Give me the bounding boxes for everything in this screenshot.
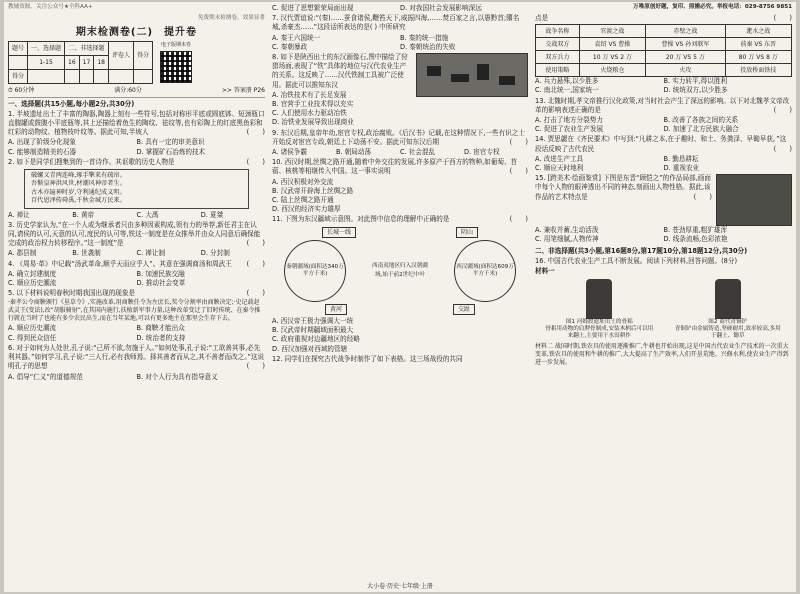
option[interactable]: B. 黄帝 bbox=[72, 210, 95, 219]
question-3: 3. 历史学家认为,“在一个人或为继承者只由多种因素构成,领有力的举荐,新任君主在认同,请侯的认可,天意的认可,度民的认可等,铁这一制度是在众推举并由众人同意后确保能完成的政治权力转移程序。”这一制度”是 ( ) bbox=[8, 220, 265, 248]
painting-image bbox=[716, 174, 792, 226]
exam-meta bbox=[8, 86, 265, 97]
option[interactable]: A. 禅让 bbox=[8, 210, 30, 219]
table-header: 赤壁之战 bbox=[646, 25, 726, 38]
score-cell: 得分 bbox=[9, 70, 28, 84]
options-1 bbox=[8, 138, 265, 156]
option[interactable]: D. 冶铁业发展导致出现商业 bbox=[272, 118, 354, 127]
options-7 bbox=[272, 34, 528, 52]
exam-score: 满分:60分 bbox=[114, 87, 142, 95]
territory-diagram bbox=[272, 227, 528, 315]
option[interactable]: D. 统治者的支持 bbox=[136, 333, 186, 342]
qin-territory-circle: 秦朝疆域(面积达340万平方千米) bbox=[284, 240, 346, 302]
figure-2 bbox=[673, 279, 783, 340]
option[interactable]: A. 诸侯争霸 bbox=[272, 148, 307, 157]
option[interactable]: C. 秦朝暴政 bbox=[272, 42, 308, 51]
option[interactable]: C. 禅让制 bbox=[136, 249, 166, 258]
option[interactable]: C. 促进了思想繁荣局面出现 bbox=[272, 4, 354, 12]
poem-line: 吾惭皇神洪风世,材潮风神帝者生。 bbox=[31, 180, 126, 188]
option[interactable]: B. 商鞅才能出众 bbox=[136, 324, 185, 333]
question-4: 4. 《周易·革》中记载“汤武革命,顺乎天而应乎人”。其意在强调商汤和周武王 ( ) bbox=[8, 259, 265, 268]
question-9: 9. 东汉后期,皇帝年幼,宦官专权,政治腐败。《后汉书》记载,在这种情况下,一些有识之士开始反对宦官专政,朝廷上下动荡不安。据此可知东汉后期 ( ) bbox=[272, 128, 528, 146]
score-cell: 评卷人 bbox=[108, 42, 133, 70]
option[interactable]: A. 兵力悬殊,以少胜多 bbox=[535, 77, 599, 86]
option[interactable]: C. 用笔细腻,人物传神 bbox=[535, 235, 599, 244]
option[interactable]: D. 分封制 bbox=[200, 249, 230, 258]
figure-caption: 图1 河姆渡遗址出土的骨耜 bbox=[565, 319, 633, 326]
option[interactable]: C. 促进了农业生产发展 bbox=[535, 125, 604, 134]
question-6: 6. 对于如何为人处世,孔子说:“己所不欲,勿施于人。”如何处事,孔子说:“工欲善其事,必先利其器。”如何学习,孔子说:“三人行,必有我师焉。择其善者而从之,其不善者而改之。”这说明孔子的思想 ( ) bbox=[8, 343, 265, 371]
option[interactable]: A. 出现了阶级分化现象 bbox=[8, 138, 76, 147]
score-cell: 一、选择题 bbox=[28, 42, 65, 56]
question-2: 2. 如下是同学们搜集到的一首诗作。其讴歌的历史人物是 ( ) bbox=[8, 157, 265, 166]
option[interactable]: C. 人们使用水力驱动冶铁 bbox=[272, 109, 347, 118]
option[interactable]: B. 苍劲厚重,粗犷雄浑 bbox=[663, 226, 728, 235]
figure-caption: 图2 商代青铜铲 bbox=[708, 319, 748, 326]
question-11: 11. 下图为东汉疆域示意图。对此图中信息的理解中正确的是 ( ) bbox=[272, 215, 528, 224]
option[interactable]: C. 大禹 bbox=[136, 210, 159, 219]
score-cell: 17 bbox=[79, 56, 94, 70]
option[interactable]: C. 得到民众信任 bbox=[8, 333, 57, 342]
options-13 bbox=[535, 116, 792, 134]
option[interactable]: D. 统统双方,以少胜多 bbox=[663, 86, 728, 95]
exam-sheet bbox=[4, 2, 796, 592]
option[interactable]: B. 对个人行为具有指导意义 bbox=[136, 372, 218, 381]
material-2: 材料二 战国时期,铁农具的使用逐渐推广,牛耕也开始出现,这是中国古代农业生产技术的一次重大变革,铁农具的使用和牛耕的推广,大大提高了生产效率,人们开垦荒地、兴修水利,使农业生产得到进一步发展。 bbox=[535, 343, 789, 367]
qr-box[interactable] bbox=[157, 41, 195, 84]
option[interactable]: D. 夏桀 bbox=[200, 210, 224, 219]
section-title: 二、非选择题(共3小题,第16题8分,第17题10分,第18题12分,共30分) bbox=[535, 246, 748, 255]
option[interactable]: B. 具有一定的审美意识 bbox=[136, 138, 205, 147]
header-note-2: 免费期末检测卷，效果显著 bbox=[197, 15, 265, 21]
stone-relief-image bbox=[416, 53, 528, 97]
question-5: 5. 以下材料说明春秋时期我国出现的现象是 ( ) bbox=[8, 289, 265, 298]
option[interactable]: D. 线条流畅,色彩浓艳 bbox=[663, 235, 728, 244]
figure-note: 骨耜用动物的肩胛骨制成,安装木柄后可以用来翻土,主要用于水田耕作 bbox=[545, 326, 654, 340]
option[interactable]: B. 改善了各族之间的关系 bbox=[663, 116, 739, 125]
options-3 bbox=[8, 249, 265, 258]
score-section bbox=[8, 41, 265, 84]
options-15 bbox=[535, 226, 792, 244]
option[interactable]: A. 西汉积极对外交流 bbox=[272, 177, 334, 186]
question-12-cont: 点是 ( ) bbox=[535, 14, 792, 22]
question-8: 8. 如下是陕西出土的东汉画像石,图中描绘了狩猎场面,表现了“铁”具体的地位与汉代农业生产的关系。这反映了……汉代铁制工具被广泛使用。据此可以推知东汉 bbox=[272, 53, 528, 90]
table-row: 使用策略 火烧粮仓 火攻 投放桥面铁技 bbox=[536, 64, 792, 77]
option[interactable]: D. 推动社会变革 bbox=[136, 279, 186, 288]
question-12: 12. 同学们在探究古代战争时制作了如下表格。这三场战役的共同 bbox=[272, 354, 463, 363]
exam-time: ⏱ 60分钟 bbox=[8, 87, 35, 95]
options-12 bbox=[535, 77, 792, 95]
option[interactable]: B. 汉武帝开辟海上丝绸之路 bbox=[272, 186, 354, 195]
score-cell: 二、非选择题 bbox=[65, 42, 109, 56]
column-left bbox=[8, 2, 265, 592]
poem-line: 百代恩泽传舜禹,千秋金城万民来。 bbox=[31, 197, 126, 205]
section-title: 一、选择题(共15小题,每小题2分,共30分) bbox=[8, 99, 135, 108]
question-15: 15. [跨美术·绘画鉴赏] 下图是东晋“顾恺之”的作品局部,画面中每个人物的眼神透出不同的神态,刻画出人物性格。据此,该作品的艺术特点是 ( ) bbox=[535, 174, 792, 202]
option[interactable]: D. 西汉加强对西域的管辖 bbox=[272, 344, 348, 353]
question-10: 10. 西汉时期,丝绸之路开通,随着中外交往的发展,许多原产于西方的物种,如葡萄、苜蓿、核桃等相继传入中国。这一事实说明 ( ) bbox=[272, 158, 528, 176]
options-14 bbox=[535, 155, 792, 173]
options-10 bbox=[272, 178, 528, 215]
option[interactable]: A. 冶铁技术有了长足发展 bbox=[272, 90, 347, 99]
table-header: 官渡之战 bbox=[579, 25, 645, 38]
diagram-note: 西南夷地区归入汉朝疆域,始于前2世纪中叶 bbox=[372, 262, 428, 278]
answer-ref: >> 答案册 P26 bbox=[221, 87, 265, 95]
tool-figures bbox=[535, 279, 792, 340]
figure-note: 青铜铲由金属铸造,坚硬耐用,效率较高,多用于翻土、锄草 bbox=[674, 326, 781, 340]
options-9 bbox=[272, 148, 528, 157]
table-row: 交战双方 袁绍 VS 曹操 曹操 VS 孙刘联军 前秦 VS 东晋 bbox=[536, 38, 792, 51]
option[interactable]: D. 宦官专权 bbox=[464, 148, 500, 157]
option[interactable]: B. 汉武帝时期疆域面积最大 bbox=[272, 326, 354, 335]
option[interactable]: D. 秦朝统治的失败 bbox=[400, 42, 456, 51]
option[interactable]: A. 西汉帝王极力强调大一统 bbox=[272, 317, 354, 326]
option[interactable]: B. 勤恳耕耘 bbox=[663, 154, 699, 163]
poem-box bbox=[24, 169, 249, 209]
score-cell: 1-15 bbox=[28, 56, 65, 70]
option[interactable]: D. 掌握矿石冶炼的技术 bbox=[136, 147, 206, 156]
diagram-label: 黄河 bbox=[325, 304, 347, 315]
option[interactable]: D. 加速了北方民族大融合 bbox=[663, 125, 739, 134]
options-6 bbox=[8, 373, 265, 382]
options-11 bbox=[272, 317, 528, 354]
option[interactable]: A. 确立封建制度 bbox=[8, 269, 57, 278]
table-row: 双方兵力 10 万 VS 2 万 20 万 VS 5 万 80 万 VS 8 万 bbox=[536, 51, 792, 64]
option[interactable]: C. 南北统一,国家统一 bbox=[535, 86, 599, 95]
option[interactable]: C. 能够制造精美的石器 bbox=[8, 147, 77, 156]
header-note: 教辅资源，关注公众号★全科AA+ bbox=[8, 4, 93, 10]
score-table bbox=[8, 41, 153, 84]
qr-code-icon[interactable] bbox=[160, 51, 192, 83]
poem-line: 破螺又青两连峰,琢手擎来有疏帘。 bbox=[31, 172, 126, 180]
options-5 bbox=[8, 324, 265, 342]
option[interactable]: C. 顺应天时地利 bbox=[535, 164, 584, 173]
diagram-label: 交趾 bbox=[453, 304, 475, 315]
option[interactable]: D. 对我国社会发展影响深远 bbox=[400, 4, 482, 12]
question-16: 16. 中国古代农业生产工具不断发展。阅读下列材料,回答问题。(8分) bbox=[535, 256, 738, 265]
qr-label: 电子版期末卷 bbox=[160, 42, 191, 49]
table-header: 淝水之战 bbox=[725, 25, 791, 38]
question-14: 14. 贾思勰在《齐民要术》中写到:“凡耕之本,在于趣时、和土、务粪泽、早锄早获。”这段话反映了古代农民 ( ) bbox=[535, 135, 792, 153]
question-1: 1. 半坡遗址出土了丰富的陶器,陶器上刻有一些符号,包括对称形平底或圆底钵、短颈瓶口直腹罐或鼓腹小平底瓶等,其上还描绘着鱼生的陶纹、祛纹等,也有彩陶上的红底黑鱼彩和红彩的动物纹、植物枝叶纹等。据此可知,半坡人 ( ) bbox=[8, 109, 265, 137]
option[interactable]: B. 加速民族交融 bbox=[136, 269, 185, 278]
option[interactable]: C. 顺应历史潮流 bbox=[8, 279, 57, 288]
table-header: 战争名称 bbox=[536, 25, 580, 38]
header-right: 万唯原创好题，复印、照搬必究。举报电话：029-8756 9851 bbox=[633, 4, 792, 10]
option[interactable]: C. 政府重视对边疆地区的经略 bbox=[272, 335, 360, 344]
options-6-cont bbox=[272, 4, 528, 13]
option[interactable]: A. 兼收并蓄,生动活泼 bbox=[535, 226, 599, 235]
option[interactable]: C. 社会混乱 bbox=[400, 148, 436, 157]
bone-spade-image bbox=[586, 279, 612, 319]
bronze-shovel-image bbox=[715, 279, 741, 319]
option[interactable]: C. 陆上丝绸之路开通 bbox=[272, 196, 334, 205]
option[interactable]: A. 倡导“仁义”的道德规范 bbox=[8, 372, 83, 381]
han-territory-circle: 西汉疆域(面积达609万平方千米) bbox=[454, 240, 516, 302]
question-5-quote: ·秦孝公令商鞅颁行《垦草令》,实施改革,用商鞅任令为左庶长,奖令分割率由商鞅决定;·史记载赵武灵王(变法),改“胡服骑射”,在其国内施行,扶植新军事力量,这种改革变迁了旧时传统、在秦令推行就在当时了也能有多少农民出生,而在当年某地,可以有更多地主在那里会生存下去。 bbox=[8, 299, 261, 323]
option[interactable]: D. 西汉的经济实力雄厚 bbox=[272, 205, 341, 214]
score-cell: 得分 bbox=[133, 42, 152, 70]
option[interactable]: A. 顺应历史潮流 bbox=[8, 324, 57, 333]
score-cell: 题号 bbox=[9, 42, 28, 56]
exam-title: 期末检测卷(二) 提升卷 bbox=[75, 27, 198, 38]
option[interactable]: B. 世袭制 bbox=[72, 249, 101, 258]
column-middle bbox=[272, 2, 528, 592]
page-footer: 大小卷·历史·七年级·上册 bbox=[367, 583, 433, 590]
battle-table bbox=[535, 24, 792, 77]
option[interactable]: A. 秦王六国统一 bbox=[272, 33, 321, 42]
option[interactable]: B. 实力转平,得以胜利 bbox=[663, 77, 728, 86]
score-cell: 16 bbox=[65, 56, 80, 70]
material-label: 材料一 bbox=[535, 267, 555, 276]
options-2 bbox=[8, 211, 265, 220]
figure-1 bbox=[544, 279, 654, 340]
diagram-label: 长城一线 bbox=[322, 227, 356, 238]
question-7: 7. 汉代贾谊说:“(秦)……蚕食诸侯,鞭笞天下,威振四海,……焚百家之言,以愚黔首;隳名城,杀豪杰……”这段话所表达的是( ) 中所研究 bbox=[272, 14, 520, 32]
option[interactable]: A. 改进生产工具 bbox=[535, 154, 584, 163]
options-4 bbox=[8, 270, 265, 288]
option[interactable]: D. 重视农业 bbox=[663, 164, 700, 173]
option[interactable]: B. 官营手工业技术得以充实 bbox=[272, 100, 354, 109]
score-cell: 18 bbox=[94, 56, 109, 70]
option[interactable]: A. 郡县制 bbox=[8, 249, 37, 258]
column-right bbox=[535, 2, 792, 592]
question-13: 13. 北魏时期,孝文帝推行汉化政策,对当时社会产生了深远的影响。以下对北魏孝文帝改革的影响表述正确的是 ( ) bbox=[535, 96, 792, 114]
poem-line: 古木亦遍神时岁,守利通纪成义明。 bbox=[31, 188, 126, 196]
diagram-label: 阴山 bbox=[456, 227, 478, 238]
option[interactable]: B. 秦的统一措施 bbox=[400, 33, 449, 42]
option[interactable]: B. 朝局动荡 bbox=[336, 148, 372, 157]
option[interactable]: A. 打击了地方分裂势力 bbox=[535, 116, 603, 125]
